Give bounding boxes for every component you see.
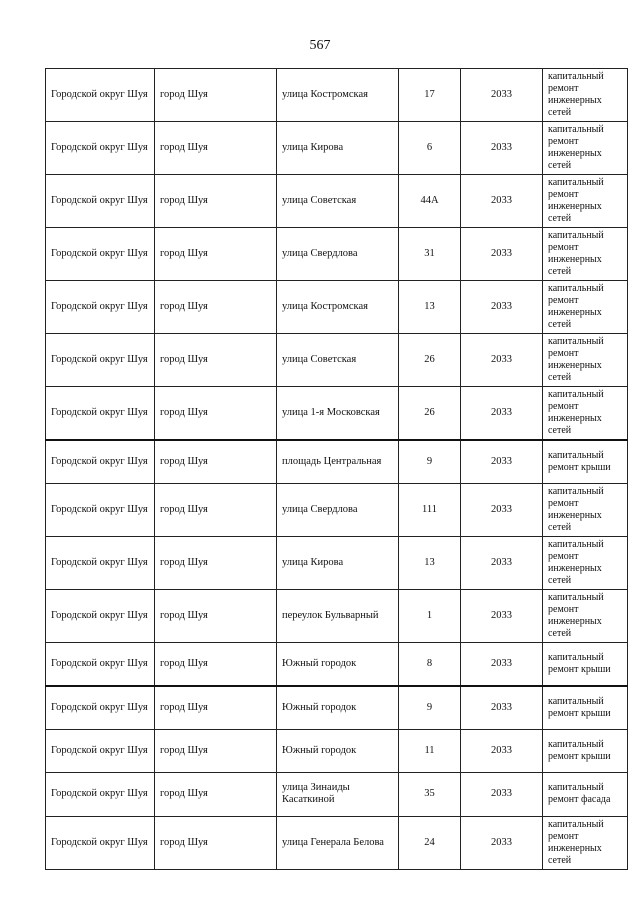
table-row xyxy=(46,686,628,729)
locality-cell: город Шуя xyxy=(155,122,277,175)
registry-table xyxy=(45,68,628,870)
street-cell: улица Кирова xyxy=(277,536,399,589)
work-type-cell: капитальный ремонт инженерных сетей xyxy=(543,281,628,334)
work-type-cell: капитальный ремонт инженерных сетей xyxy=(543,334,628,387)
work-type-cell: капитальный ремонт инженерных сетей xyxy=(543,483,628,536)
municipality-cell: Городской округ Шуя xyxy=(46,772,155,816)
table-row xyxy=(46,387,628,441)
municipality-cell: Городской округ Шуя xyxy=(46,686,155,729)
house-number-cell: 9 xyxy=(399,686,461,729)
street-cell: улица Свердлова xyxy=(277,228,399,281)
year-cell: 2033 xyxy=(461,483,543,536)
municipality-cell: Городской округ Шуя xyxy=(46,816,155,869)
locality-cell: город Шуя xyxy=(155,281,277,334)
table-row xyxy=(46,175,628,228)
municipality-cell: Городской округ Шуя xyxy=(46,729,155,772)
year-cell: 2033 xyxy=(461,334,543,387)
locality-cell: город Шуя xyxy=(155,69,277,122)
work-type-cell: капитальный ремонт инженерных сетей xyxy=(543,228,628,281)
table-row xyxy=(46,334,628,387)
street-cell: площадь Центральная xyxy=(277,440,399,483)
locality-cell: город Шуя xyxy=(155,483,277,536)
house-number-cell: 6 xyxy=(399,122,461,175)
house-number-cell: 24 xyxy=(399,816,461,869)
locality-cell: город Шуя xyxy=(155,175,277,228)
locality-cell: город Шуя xyxy=(155,334,277,387)
street-cell: Южный городок xyxy=(277,642,399,686)
municipality-cell: Городской округ Шуя xyxy=(46,69,155,122)
registry-table-body xyxy=(46,69,628,870)
year-cell: 2033 xyxy=(461,686,543,729)
table-row xyxy=(46,281,628,334)
work-type-cell: капитальный ремонт инженерных сетей xyxy=(543,175,628,228)
house-number-cell: 26 xyxy=(399,387,461,441)
work-type-cell: капитальный ремонт инженерных сетей xyxy=(543,69,628,122)
work-type-cell: капитальный ремонт фасада xyxy=(543,772,628,816)
street-cell: улица Генерала Белова xyxy=(277,816,399,869)
street-cell: Южный городок xyxy=(277,686,399,729)
table-row xyxy=(46,729,628,772)
locality-cell: город Шуя xyxy=(155,772,277,816)
municipality-cell: Городской округ Шуя xyxy=(46,642,155,686)
work-type-cell: капитальный ремонт крыши xyxy=(543,729,628,772)
house-number-cell: 44А xyxy=(399,175,461,228)
municipality-cell: Городской округ Шуя xyxy=(46,281,155,334)
year-cell: 2033 xyxy=(461,642,543,686)
work-type-cell: капитальный ремонт инженерных сетей xyxy=(543,536,628,589)
municipality-cell: Городской округ Шуя xyxy=(46,536,155,589)
table-row xyxy=(46,536,628,589)
municipality-cell: Городской округ Шуя xyxy=(46,122,155,175)
street-cell: улица Советская xyxy=(277,334,399,387)
year-cell: 2033 xyxy=(461,440,543,483)
street-cell: улица Костромская xyxy=(277,69,399,122)
year-cell: 2033 xyxy=(461,387,543,441)
table-row xyxy=(46,440,628,483)
municipality-cell: Городской округ Шуя xyxy=(46,175,155,228)
locality-cell: город Шуя xyxy=(155,228,277,281)
work-type-cell: капитальный ремонт крыши xyxy=(543,686,628,729)
locality-cell: город Шуя xyxy=(155,589,277,642)
locality-cell: город Шуя xyxy=(155,536,277,589)
house-number-cell: 11 xyxy=(399,729,461,772)
year-cell: 2033 xyxy=(461,772,543,816)
municipality-cell: Городской округ Шуя xyxy=(46,440,155,483)
street-cell: улица Костромская xyxy=(277,281,399,334)
year-cell: 2033 xyxy=(461,281,543,334)
house-number-cell: 31 xyxy=(399,228,461,281)
municipality-cell: Городской округ Шуя xyxy=(46,387,155,441)
street-cell: Южный городок xyxy=(277,729,399,772)
year-cell: 2033 xyxy=(461,175,543,228)
year-cell: 2033 xyxy=(461,536,543,589)
work-type-cell: капитальный ремонт крыши xyxy=(543,642,628,686)
work-type-cell: капитальный ремонт инженерных сетей xyxy=(543,589,628,642)
street-cell: улица 1-я Московская xyxy=(277,387,399,441)
work-type-cell: капитальный ремонт крыши xyxy=(543,440,628,483)
street-cell: переулок Бульварный xyxy=(277,589,399,642)
house-number-cell: 111 xyxy=(399,483,461,536)
work-type-cell: капитальный ремонт инженерных сетей xyxy=(543,387,628,441)
house-number-cell: 1 xyxy=(399,589,461,642)
table-row xyxy=(46,122,628,175)
municipality-cell: Городской округ Шуя xyxy=(46,589,155,642)
house-number-cell: 9 xyxy=(399,440,461,483)
year-cell: 2033 xyxy=(461,228,543,281)
table-row xyxy=(46,69,628,122)
locality-cell: город Шуя xyxy=(155,642,277,686)
house-number-cell: 13 xyxy=(399,281,461,334)
table-row xyxy=(46,589,628,642)
table-row xyxy=(46,228,628,281)
table-row xyxy=(46,642,628,686)
municipality-cell: Городской округ Шуя xyxy=(46,228,155,281)
table-row xyxy=(46,483,628,536)
year-cell: 2033 xyxy=(461,122,543,175)
year-cell: 2033 xyxy=(461,816,543,869)
year-cell: 2033 xyxy=(461,589,543,642)
municipality-cell: Городской округ Шуя xyxy=(46,483,155,536)
street-cell: улица Свердлова xyxy=(277,483,399,536)
street-cell: улица Советская xyxy=(277,175,399,228)
locality-cell: город Шуя xyxy=(155,440,277,483)
house-number-cell: 8 xyxy=(399,642,461,686)
year-cell: 2033 xyxy=(461,729,543,772)
municipality-cell: Городской округ Шуя xyxy=(46,334,155,387)
year-cell: 2033 xyxy=(461,69,543,122)
street-cell: улица Зинаиды Касаткиной xyxy=(277,772,399,816)
table-row xyxy=(46,772,628,816)
house-number-cell: 13 xyxy=(399,536,461,589)
work-type-cell: капитальный ремонт инженерных сетей xyxy=(543,816,628,869)
locality-cell: город Шуя xyxy=(155,816,277,869)
locality-cell: город Шуя xyxy=(155,686,277,729)
street-cell: улица Кирова xyxy=(277,122,399,175)
table-row xyxy=(46,816,628,869)
page-number: 567 xyxy=(309,38,331,53)
house-number-cell: 17 xyxy=(399,69,461,122)
locality-cell: город Шуя xyxy=(155,729,277,772)
house-number-cell: 26 xyxy=(399,334,461,387)
locality-cell: город Шуя xyxy=(155,387,277,441)
house-number-cell: 35 xyxy=(399,772,461,816)
work-type-cell: капитальный ремонт инженерных сетей xyxy=(543,122,628,175)
